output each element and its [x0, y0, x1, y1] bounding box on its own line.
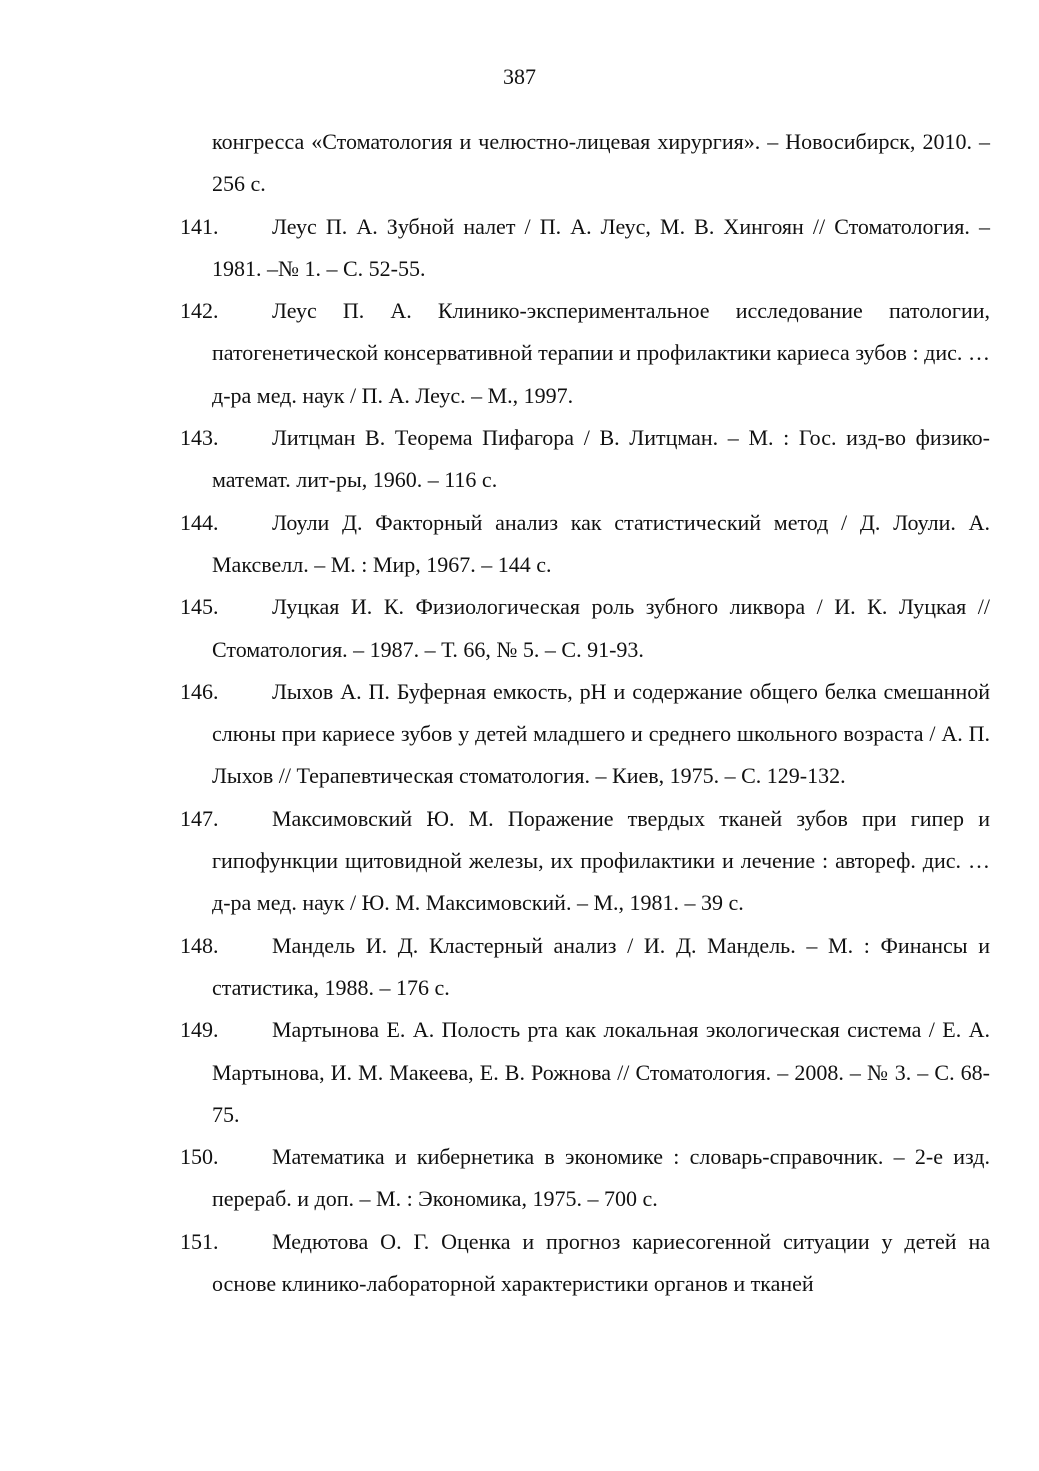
reference-text: Леус П. А. Зубной налет / П. А. Леус, М. В. Хингоян // Стоматология. – 1981. –№ 1. – С. 52-55. [212, 213, 990, 281]
reference-item [180, 290, 990, 417]
reference-item [180, 798, 990, 925]
reference-item [180, 671, 990, 798]
reference-continuation [212, 121, 990, 206]
reference-text: Мартынова Е. А. Полость рта как локальная экологическая система / Е. А. Мартынова, И. М. Макеева, Е. В. Рожнова // Стоматология. – 2008. – № 3. – С. 68-75. [212, 1017, 990, 1127]
reference-number: 149. [180, 1017, 219, 1043]
reference-number: 148. [180, 932, 219, 958]
reference-number: 144. [180, 509, 219, 535]
reference-item [180, 417, 990, 502]
reference-text: Мандель И. Д. Кластерный анализ / И. Д. Мандель. – М. : Финансы и статистика, 1988. – 176 с. [212, 932, 990, 1000]
reference-text: Лоули Д. Факторный анализ как статистический метод / Д. Лоули. А. Максвелл. – М. : Мир, 1967. – 144 с. [212, 509, 990, 577]
reference-text: Медютова О. Г. Оценка и прогноз кариесогенной ситуации у детей на основе клинико-лабораторной характеристики органов и тканей [212, 1228, 990, 1297]
reference-number: 150. [180, 1144, 219, 1170]
reference-item [180, 925, 990, 1010]
reference-number: 146. [180, 678, 219, 704]
reference-text: Литцман В. Теорема Пифагора / В. Литцман. – М. : Гос. изд-во физико-математ. лит-ры, 1960. – 116 с. [212, 425, 990, 493]
reference-item [180, 1009, 990, 1136]
reference-text: Математика и кибернетика в экономике : словарь-справочник. – 2-е изд. перераб. и доп. – М. : Экономика, 1975. – 700 с. [212, 1144, 990, 1212]
reference-item [180, 1221, 990, 1306]
reference-item [180, 502, 990, 587]
reference-number: 151. [180, 1228, 219, 1254]
reference-text: Луцкая И. К. Физиологическая роль зубного ликвора / И. К. Луцкая // Стоматология. – 1987. – Т. 66, № 5. – С. 91-93. [212, 594, 990, 662]
reference-number: 143. [180, 425, 219, 451]
reference-item [180, 206, 990, 291]
reference-item [180, 586, 990, 671]
reference-text: Леус П. А. Клинико-экспериментальное исследование патологии, патогенетической консервативной терапии и профилактики кариеса зубов : дис. … д-ра мед. наук / П. А. Леус. – М., 1997. [212, 298, 990, 408]
reference-item [180, 1136, 990, 1221]
reference-number: 145. [180, 594, 219, 620]
page-number: 387 [503, 64, 536, 89]
reference-list [180, 121, 990, 1305]
reference-number: 147. [180, 805, 219, 831]
reference-text: конгресса «Стоматология и челюстно-лицевая хирургия». – Новосибирск, 2010. – 256 с. [212, 129, 990, 197]
reference-text: Лыхов А. П. Буферная емкость, pH и содержание общего белка смешанной слюны при кариесе зубов у детей младшего и среднего школьного возраста / А. П. Лыхов // Терапевтическая стоматология. – Киев, 1975. – С. 129-132. [212, 678, 990, 789]
reference-number: 141. [180, 213, 219, 239]
reference-text: Максимовский Ю. М. Поражение твердых тканей зубов при гипер и гипофункции щитовидной железы, их профилактики и лечение : автореф. дис. … д-ра мед. наук / Ю. М. Максимовский. – М., 1981. – 39 с. [212, 805, 990, 916]
reference-number: 142. [180, 298, 219, 324]
